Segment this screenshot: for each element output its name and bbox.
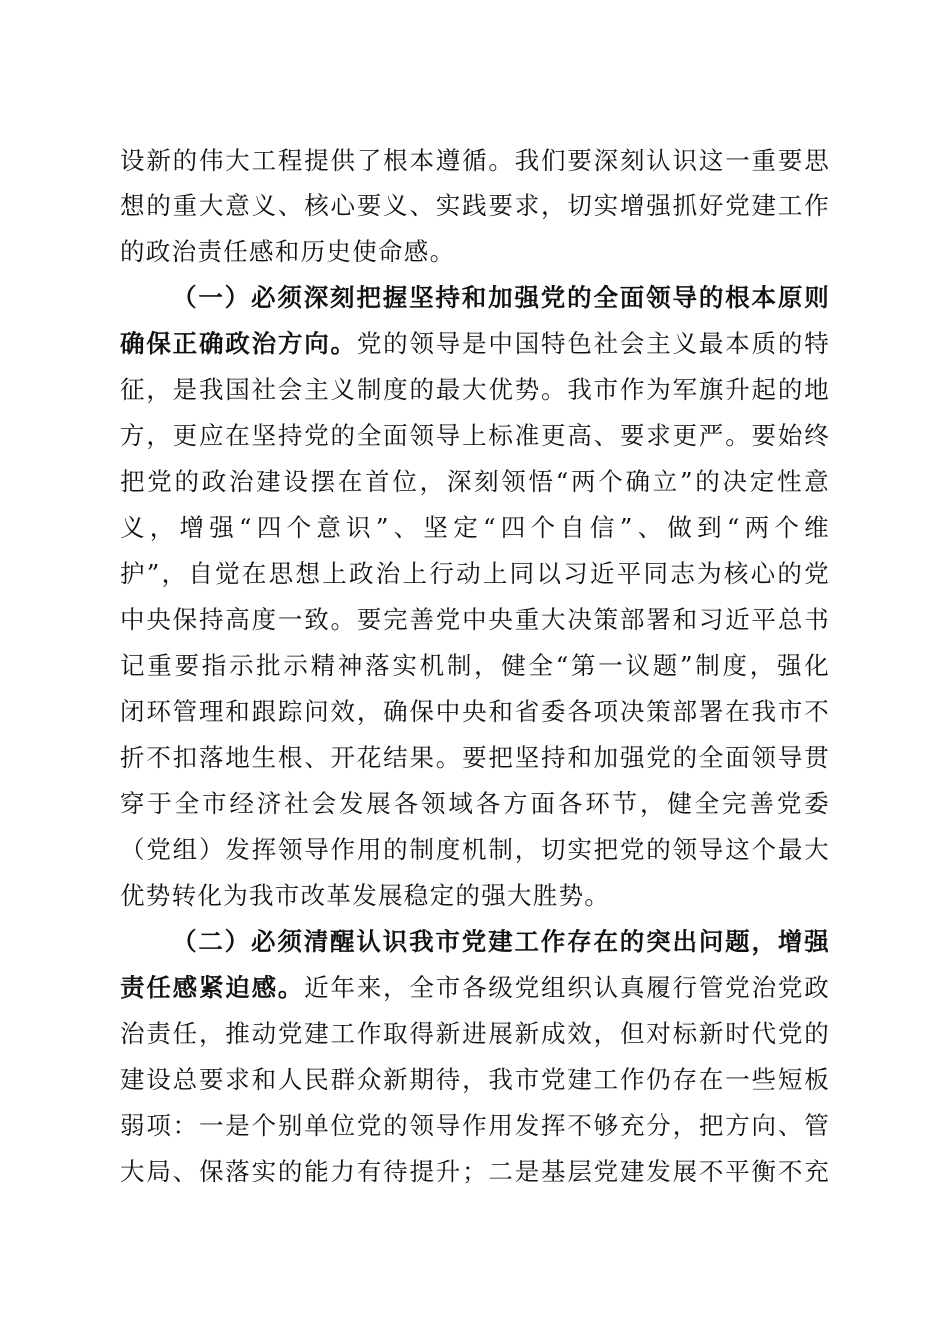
text-line-9: 义，增强“四个意识”、坚定“四个自信”、做到“两个维	[120, 513, 830, 542]
text-line-14: 折不扣落地生根、开花结果。要把坚持和加强党的全面领导贯	[120, 743, 830, 772]
text-line-11: 中央保持高度一致。要完善党中央重大决策部署和习近平总书	[120, 605, 830, 634]
text-line-22: 弱项：一是个别单位党的领导作用发挥不够充分，把方向、管	[120, 1111, 830, 1140]
text-line-16: （党组）发挥领导作用的制度机制，切实把党的领导这个最大	[120, 835, 830, 864]
text-line-20: 治责任，推动党建工作取得新进展新成效，但对标新时代党的	[120, 1019, 830, 1048]
text-line-6: 征，是我国社会主义制度的最大优势。我市作为军旗升起的地	[120, 375, 830, 404]
text-line-17: 优势转化为我市改革发展稳定的强大胜势。	[120, 881, 611, 910]
text-line-21: 建设总要求和人民群众新期待，我市党建工作仍存在一些短板	[120, 1065, 830, 1094]
section-heading-2-part-1: （二）必须清醒认识我市党建工作存在的突出问题，增强	[172, 927, 830, 956]
text-line-1: 设新的伟大工程提供了根本遵循。我们要深刻认识这一重要思	[120, 146, 830, 175]
section-heading-1-part-2: 确保正确政治方向。	[120, 329, 357, 358]
text-line-12: 记重要指示批示精神落实机制，健全“第一议题”制度，强化	[120, 651, 830, 680]
paragraph-1-start: 党的领导是中国特色社会主义最本质的特	[356, 329, 830, 358]
text-line-8: 把党的政治建设摆在首位，深刻领悟“两个确立”的决定性意	[120, 467, 830, 496]
text-line-2: 想的重大意义、核心要义、实践要求，切实增强抓好党建工作	[120, 191, 830, 220]
text-line-5	[120, 328, 830, 360]
text-line-7: 方，更应在坚持党的全面领导上标准更高、要求更严。要始终	[120, 421, 830, 450]
text-line-13: 闭环管理和跟踪问效，确保中央和省委各项决策部署在我市不	[120, 697, 830, 726]
paragraph-2-start: 近年来，全市各级党组织认真履行管党治党政	[304, 973, 831, 1002]
text-line-19	[120, 972, 830, 1004]
text-line-15: 穿于全市经济社会发展各领域各方面各环节，健全完善党委	[120, 789, 830, 818]
section-heading-2-part-2: 责任感紧迫感。	[120, 973, 305, 1002]
text-line-10: 护”，自觉在思想上政治上行动上同以习近平同志为核心的党	[120, 559, 830, 588]
section-heading-1-part-1: （一）必须深刻把握坚持和加强党的全面领导的根本原则	[172, 283, 830, 312]
text-line-23: 大局、保落实的能力有待提升；二是基层党建发展不平衡不充	[120, 1157, 830, 1186]
text-line-3: 的政治责任感和历史使命感。	[120, 237, 456, 266]
